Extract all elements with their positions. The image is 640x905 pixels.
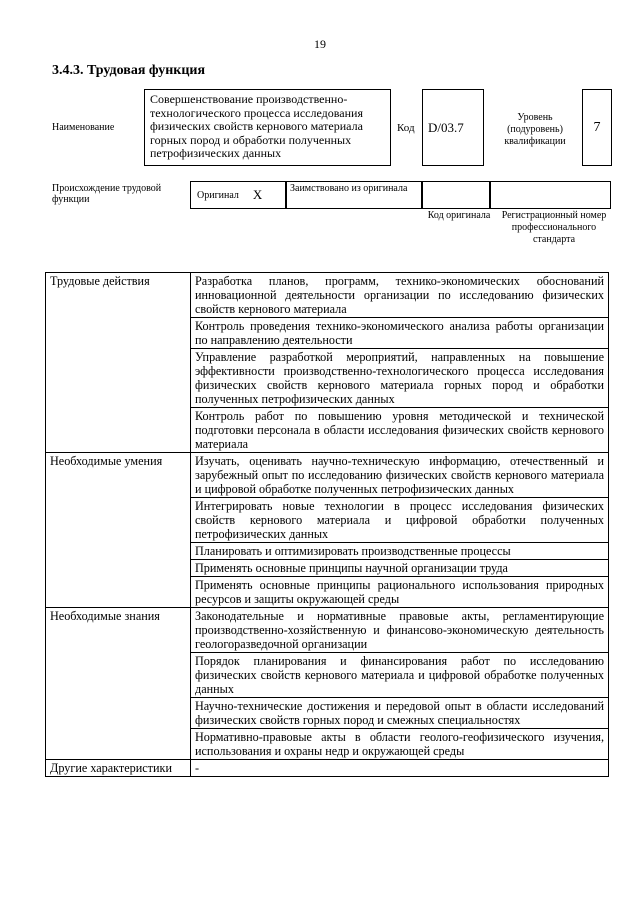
name-label: Наименование: [52, 122, 115, 133]
page-number: 19: [314, 37, 326, 51]
section-label: Необходимые умения: [46, 453, 191, 608]
section-item: Изучать, оценивать научно-техническую информацию, отечественный и зарубежный опыт по исследованию физических свойств кернового материала и цифровой обработке полученных петрофизических данных: [191, 453, 609, 498]
section-item: Интегрировать новые технологии в процесс исследования физических свойств кернового материала и цифровой обработки полученных петрофизических данных: [191, 498, 609, 543]
original-code-cell: [422, 181, 490, 209]
borrowed-cell: [286, 181, 422, 209]
table-row: [46, 453, 609, 498]
registration-number-cell: [490, 181, 611, 209]
code-label: Код: [397, 122, 415, 134]
section-item: Планировать и оптимизировать производственные процессы: [191, 543, 609, 560]
section-item: Применять основные принципы рационального использования природных ресурсов и защиты окружающей среды: [191, 577, 609, 608]
qualification-level-box: 7: [582, 89, 612, 166]
section-item: Контроль работ по повышению уровня методической и технической подготовки персонала в области исследования физических свойств кернового материала: [191, 408, 609, 453]
section-item: Контроль проведения технико-экономического анализа работы организации по направлению деятельности: [191, 318, 609, 349]
borrowed-label: Заимствовано из оригинала: [290, 183, 408, 194]
table-row: [46, 608, 609, 653]
table-row: [46, 273, 609, 318]
original-mark: X: [252, 187, 263, 202]
section-item: Законодательные и нормативные правовые акты, регламентирующие производственно-хозяйственную и финансово-экономическую деятельность геологоразведочной организации: [191, 608, 609, 653]
section-item: Порядок планирования и финансирования работ по исследованию физических свойств кернового материала и цифровой обработке полученных данных: [191, 653, 609, 698]
level-label: Уровень (подуровень) квалификации: [504, 112, 566, 147]
section-item: Применять основные принципы научной организации труда: [191, 560, 609, 577]
function-name-box: Совершенствование производственно-технологического процесса исследования физических свойств кернового материала горных пород и обработки полученных петрофизических данных: [144, 89, 391, 166]
function-details-table: [45, 272, 609, 777]
section-item: Разработка планов, программ, технико-экономических обоснований инновационной деятельности организации по исследованию физических свойств кернового материала: [191, 273, 609, 318]
section-label: Необходимые знания: [46, 608, 191, 760]
function-code-box: D/03.7: [422, 89, 484, 166]
section-item: Нормативно-правовые акты в области геолого-геофизического изучения, использования и охраны недр и окружающей среды: [191, 729, 609, 760]
original-code-caption: Код оригинала: [427, 210, 491, 221]
origin-label: Происхождение трудовой функции: [52, 183, 162, 205]
table-row: [46, 760, 609, 777]
origin-row: [190, 181, 611, 209]
section-item: Управление разработкой мероприятий, направленных на повышение эффективности производственно-технологического процесса исследования физических свойств кернового материала горных пород и обработки полученных петрофизических данных: [191, 349, 609, 408]
section-item: -: [191, 760, 609, 777]
registration-caption: Регистрационный номер профессионального стандарта: [501, 210, 607, 245]
original-cell: [190, 181, 286, 209]
original-label: Оригинал: [197, 189, 239, 201]
section-label: Трудовые действия: [46, 273, 191, 453]
section-label: Другие характеристики: [46, 760, 191, 777]
section-item: Научно-технические достижения и передовой опыт в области исследований физических свойств горных пород и смежных специальностях: [191, 698, 609, 729]
section-title: 3.4.3. Трудовая функция: [52, 63, 206, 78]
